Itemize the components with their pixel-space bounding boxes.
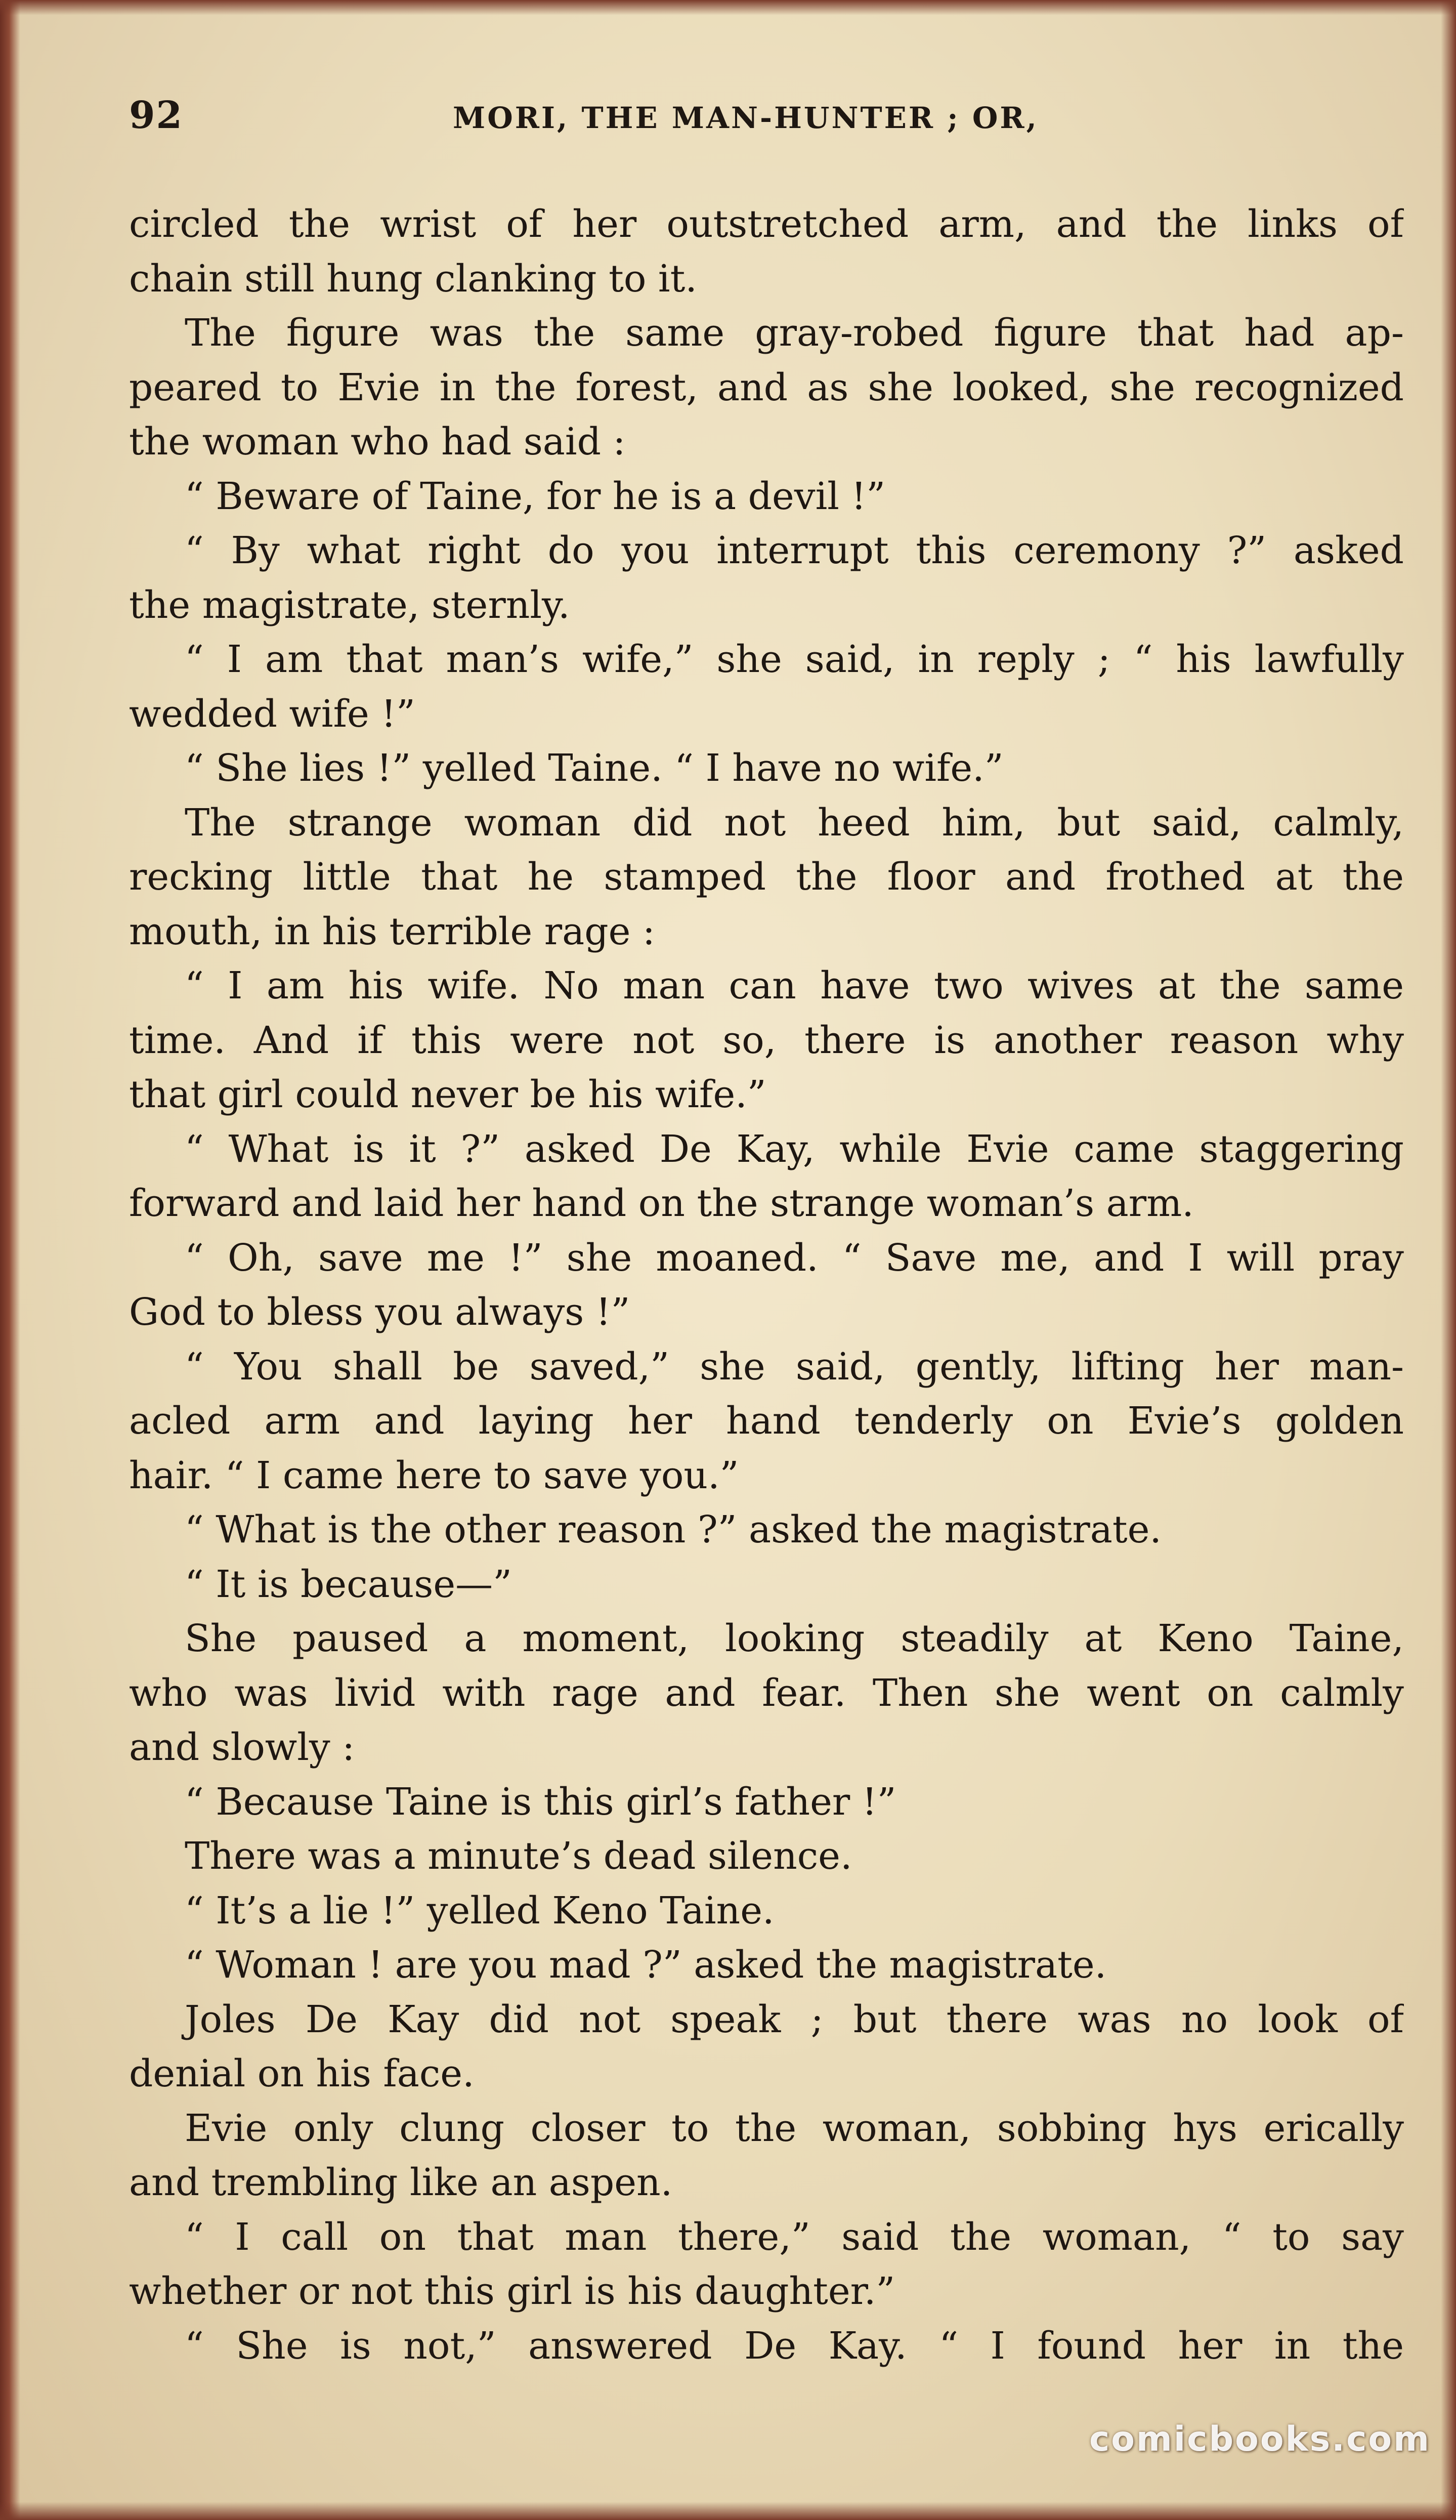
text-line: “ I am that man’s wife,” she said, in reply ; “ his lawfully bbox=[185, 638, 1404, 681]
body-text bbox=[129, 197, 1404, 2373]
text-line: that girl could never be his wife.” bbox=[129, 1073, 766, 1116]
text-line: “ You shall be saved,” she said, gently, lifting her man- bbox=[185, 1345, 1404, 1389]
text-line: “ What is the other reason ?” asked the magistrate. bbox=[185, 1508, 1162, 1551]
text-line: recking little that he stamped the floor and frothed at the bbox=[129, 855, 1404, 899]
running-head: MORI, THE MAN-HUNTER ; OR, bbox=[453, 101, 1039, 135]
text-line: God to bless you always !” bbox=[129, 1290, 630, 1334]
text-line: and trembling like an aspen. bbox=[129, 2161, 673, 2204]
text-line: mouth, in his terrible rage : bbox=[129, 909, 655, 953]
text-line: “ She lies !” yelled Taine. “ I have no wife.” bbox=[185, 746, 1004, 790]
text-line: Evie only clung closer to the woman, sobbing hys erically bbox=[185, 2106, 1404, 2150]
text-line: chain still hung clanking to it. bbox=[129, 257, 697, 301]
text-line: “ She is not,” answered De Kay. “ I found her in the bbox=[185, 2324, 1404, 2368]
text-line: time. And if this were not so, there is another reason why bbox=[129, 1018, 1404, 1062]
text-line: “ I call on that man there,” said the woman, “ to say bbox=[185, 2215, 1404, 2259]
page-header bbox=[129, 94, 1404, 154]
page-edge-bottom bbox=[0, 2502, 1456, 2520]
text-line: the woman who had said : bbox=[129, 420, 626, 464]
text-line: peared to Evie in the forest, and as she looked, she recognized bbox=[129, 365, 1404, 409]
text-line: circled the wrist of her outstretched arm, and the links of bbox=[129, 202, 1404, 246]
text-line: acled arm and laying her hand tenderly on Evie’s golden bbox=[129, 1399, 1404, 1443]
text-line: the magistrate, sternly. bbox=[129, 583, 570, 627]
text-line: “ Oh, save me !” she moaned. “ Save me, and I will pray bbox=[185, 1236, 1404, 1280]
text-line: The strange woman did not heed him, but said, calmly, bbox=[185, 801, 1404, 845]
text-line: “ Because Taine is this girl’s father !” bbox=[185, 1780, 896, 1824]
text-line: whether or not this girl is his daughter.” bbox=[129, 2270, 895, 2313]
watermark: comicbooks.com bbox=[1089, 2419, 1431, 2459]
text-line: “ By what right do you interrupt this ceremony ?” asked bbox=[185, 529, 1404, 572]
text-line: denial on his face. bbox=[129, 2052, 475, 2095]
text-line: Joles De Kay did not speak ; but there was no look of bbox=[185, 1997, 1404, 2041]
text-line: “ I am his wife. No man can have two wives at the same bbox=[185, 964, 1404, 1007]
text-line: forward and laid her hand on the strange woman’s arm. bbox=[129, 1182, 1194, 1225]
text-line: “ What is it ?” asked De Kay, while Evie came staggering bbox=[185, 1127, 1404, 1171]
text-line: “ It’s a lie !” yelled Keno Taine. bbox=[185, 1888, 775, 1933]
text-line: The figure was the same gray-robed figure that had ap- bbox=[185, 311, 1404, 355]
page-edge-top bbox=[0, 0, 1456, 15]
page-edge-left bbox=[0, 0, 20, 2520]
text-line: and slowly : bbox=[129, 1726, 355, 1769]
text-line: “ Woman ! are you mad ?” asked the magistrate. bbox=[185, 1943, 1107, 1987]
text-line: “ Beware of Taine, for he is a devil !” bbox=[185, 474, 886, 518]
text-line: She paused a moment, looking steadily at Keno Taine, bbox=[185, 1617, 1404, 1660]
page-edge-right bbox=[1441, 0, 1456, 2520]
text-line: hair. “ I came here to save you.” bbox=[129, 1453, 739, 1497]
text-line: There was a minute’s dead silence. bbox=[185, 1834, 852, 1878]
text-line: wedded wife !” bbox=[129, 692, 415, 736]
text-line: “ It is because—” bbox=[185, 1562, 512, 1606]
text-line: who was livid with rage and fear. Then she went on calmly bbox=[129, 1671, 1404, 1715]
page-number: 92 bbox=[129, 94, 183, 137]
